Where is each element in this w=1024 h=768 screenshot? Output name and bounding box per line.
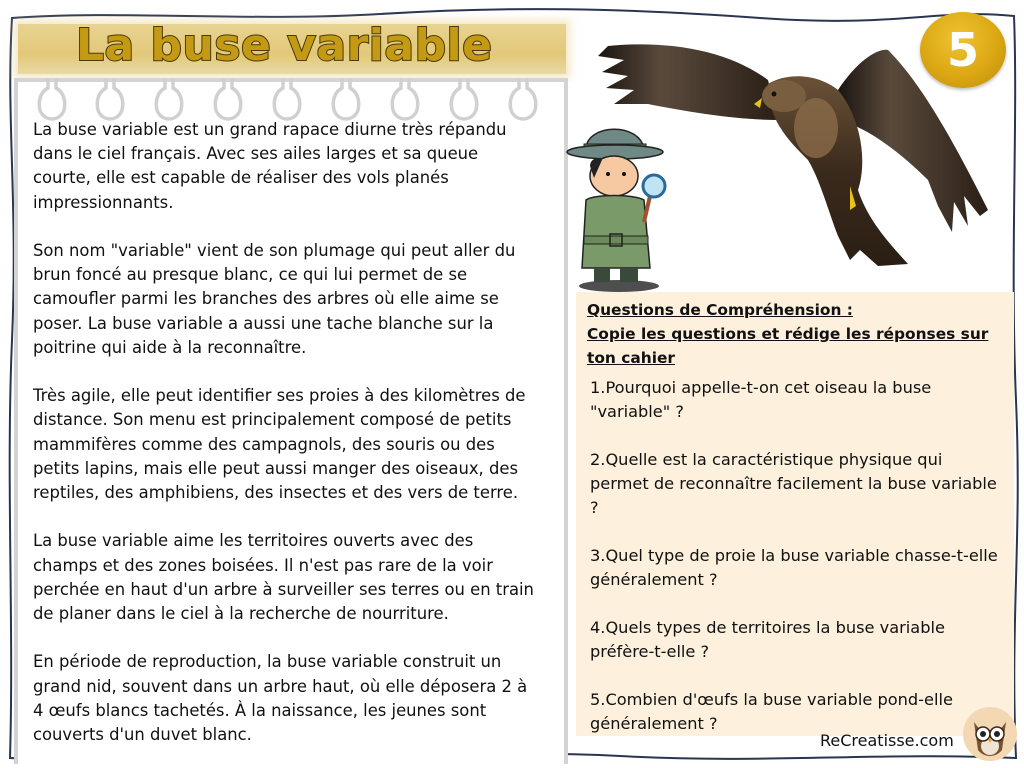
owl-logo-icon [962, 706, 1018, 762]
paragraph-intro: La buse variable est un grand rapace diurne très répandu dans le ciel français. Avec ses ailes larges et sa queue courte, elle est capable de réaliser des vols planés impressionnants. [33, 120, 507, 212]
question-item: 2.Quelle est la caractéristique physique qui permet de reconnaître facilement la buse variable ? [590, 450, 997, 517]
paragraph-reproduction: En période de reproduction, la buse variable construit un grand nid, souvent dans un arbre haut, où elle déposera 2 à 4 œufs blancs tachetés. À la naissance, les jeunes sont couverts d'un duvet blanc. [33, 652, 528, 745]
questions-list [590, 376, 1000, 760]
questions-title: Questions de Compréhension : [587, 301, 853, 319]
page-title: La buse variable [76, 20, 493, 71]
paragraph-habitat: La buse variable aime les territoires ouverts avec des champs et des zones boisées. Il n'est pas rare de la voir perchée en haut d'un arbre à surveiller ses terres ou en train de planer dans le ciel à la recherche de nourriture. [33, 531, 534, 624]
detective-image [564, 118, 674, 293]
question-item: 4.Quels types de territoires la buse variable préfère-t-elle ? [590, 618, 945, 661]
paragraph-diet: Très agile, elle peut identifier ses proies à des kilomètres de distance. Son menu est principalement composé de petits mammifères comme des campagnols, des souris ou des petits lapins, mais elle peut aussi manger des oiseaux, des reptiles, des amphibiens, des insectes et des vers de terre. [33, 386, 526, 503]
question-item: 1.Pourquoi appelle-t-on cet oiseau la buse "variable" ? [590, 378, 932, 421]
reading-text [33, 118, 538, 768]
site-credit: ReCreatisse.com [820, 731, 954, 750]
question-item: 3.Quel type de proie la buse variable chasse-t-elle généralement ? [590, 546, 998, 589]
questions-heading [587, 298, 1012, 370]
number-badge: 5 [920, 12, 1006, 88]
paragraph-name: Son nom "variable" vient de son plumage qui peut aller du brun foncé au presque blanc, ce qui lui permet de se camoufler parmi les branches des arbres où elle aime se poser. La buse variable a aussi une tache blanche sur la poitrine qui aide à la reconnaître. [33, 241, 516, 357]
question-item: 5.Combien d'œufs la buse variable pond-elle généralement ? [590, 690, 953, 733]
questions-instruction: Copie les questions et rédige les réponses sur ton cahier [587, 325, 989, 367]
